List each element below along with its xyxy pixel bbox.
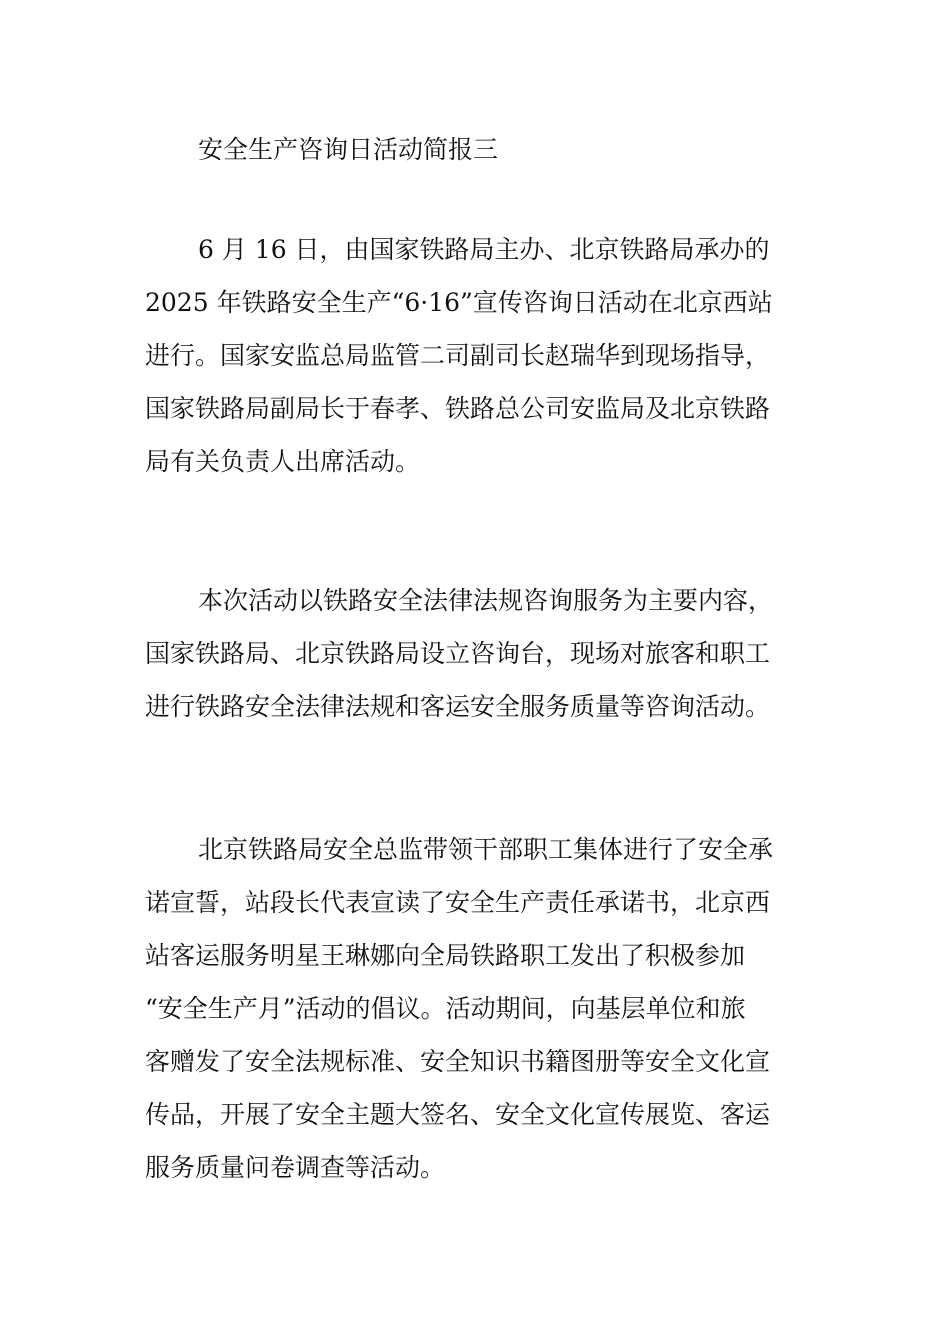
paragraph-line: 诺宣誓，站段长代表宣读了安全生产责任承诺书，北京西 xyxy=(145,888,771,917)
paragraph-line: 北京铁路局安全总监带领干部职工集体进行了安全承 xyxy=(198,835,774,864)
paragraph-line: 传品，开展了安全主题大签名、安全文化宣传展览、客运 xyxy=(145,1100,771,1129)
paragraph-3 xyxy=(145,823,815,1194)
paragraph-line: 2025 年铁路安全生产“6·16”宣传咨询日活动在北京西站 xyxy=(145,288,773,317)
paragraph-line: 站客运服务明星王琳娜向全局铁路职工发出了积极参加 xyxy=(145,941,746,970)
paragraph-line: 6 月 16 日，由国家铁路局主办、北京铁路局承办的 xyxy=(198,235,770,264)
document-title: 安全生产咨询日活动简报三 xyxy=(198,135,499,164)
paragraph-line: 服务质量问卷调查等活动。 xyxy=(145,1153,446,1182)
paragraph-line: 客赠发了安全法规标准、安全知识书籍图册等安全文化宣 xyxy=(145,1047,771,1076)
paragraph-line: “安全生产月”活动的倡议。活动期间，向基层单位和旅 xyxy=(145,994,746,1023)
paragraph-line: 国家铁路局、北京铁路局设立咨询台，现场对旅客和职工 xyxy=(145,639,771,668)
paragraph-line: 进行铁路安全法律法规和客运安全服务质量等咨询活动。 xyxy=(145,692,771,721)
paragraph-1 xyxy=(145,223,815,488)
paragraph-line: 进行。国家安监总局监管二司副司长赵瑞华到现场指导， xyxy=(145,341,771,370)
paragraph-line: 本次活动以铁路安全法律法规咨询服务为主要内容， xyxy=(198,586,774,615)
paragraph-line: 国家铁路局副局长于春孝、铁路总公司安监局及北京铁路 xyxy=(145,394,771,423)
paragraph-line: 局有关负责人出席活动。 xyxy=(145,447,421,476)
paragraph-2 xyxy=(145,574,815,733)
